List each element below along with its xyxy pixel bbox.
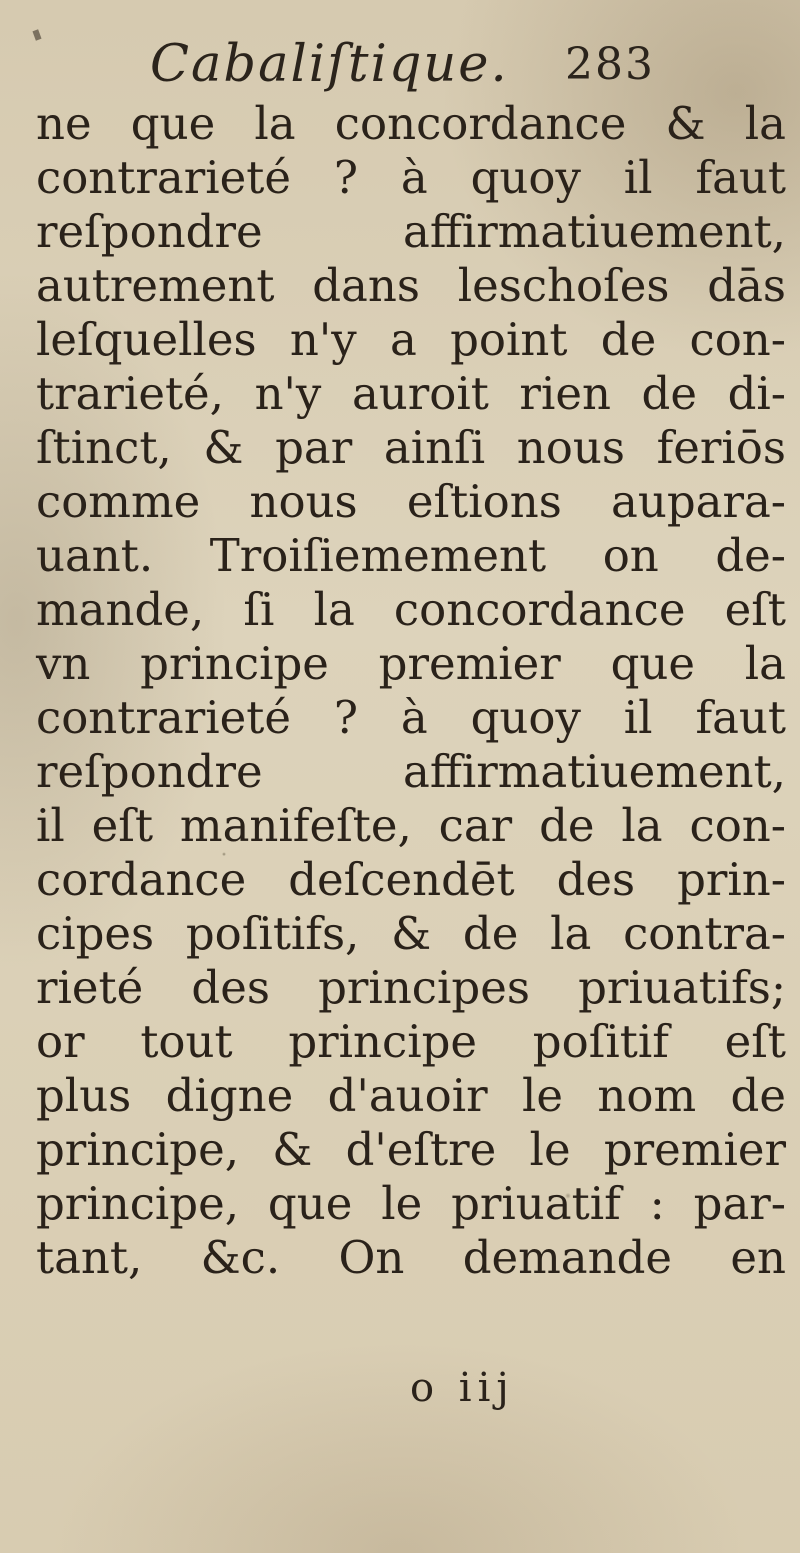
text-line: contrarieté ? à quoy il faut xyxy=(36,691,786,744)
text-line: contrarieté ? à quoy il faut xyxy=(36,151,786,204)
signature-mark: o iij xyxy=(410,1365,515,1411)
text-line: principe, que le priuatif : par- xyxy=(36,1177,786,1230)
body-text xyxy=(36,97,786,1285)
page-number: 283 xyxy=(565,39,655,90)
text-line: autrement dans leschoſes dās xyxy=(36,259,786,312)
text-line: reſpondre affirmatiuement, xyxy=(36,745,786,798)
text-line: vn principe premier que la xyxy=(36,637,786,690)
text-line: mande, ſi la concordance eſt xyxy=(36,583,786,636)
text-line: cipes poſitifs, & de la contra- xyxy=(36,907,786,960)
text-line: trarieté, n'y auroit rien de di- xyxy=(36,367,786,420)
text-line: rieté des principes priuatifs; xyxy=(36,961,786,1014)
text-line: ſtinct, & par ainſi nous feriōs xyxy=(36,421,786,474)
text-line: uant. Troiſiemement on de- xyxy=(36,529,786,582)
text-line: leſquelles n'y a point de con- xyxy=(36,313,786,366)
text-line: or tout principe poſitif eſt xyxy=(36,1015,786,1068)
text-line: cordance deſcendēt des prin- xyxy=(36,853,786,906)
running-title: Cabaliſtique. xyxy=(150,35,509,94)
text-line: comme nous eſtions aupara- xyxy=(36,475,786,528)
text-line: reſpondre affirmatiuement, xyxy=(36,205,786,258)
text-line: plus digne d'auoir le nom de xyxy=(36,1069,786,1122)
text-line: ne que la concordance & la xyxy=(36,97,786,150)
page-header xyxy=(150,30,655,100)
text-line: il eſt manifeſte, car de la con- xyxy=(36,799,786,852)
text-line: principe, & d'eſtre le premier xyxy=(36,1123,786,1176)
text-line: tant, &c. On demande en xyxy=(36,1231,786,1284)
ink-speck xyxy=(32,29,41,40)
